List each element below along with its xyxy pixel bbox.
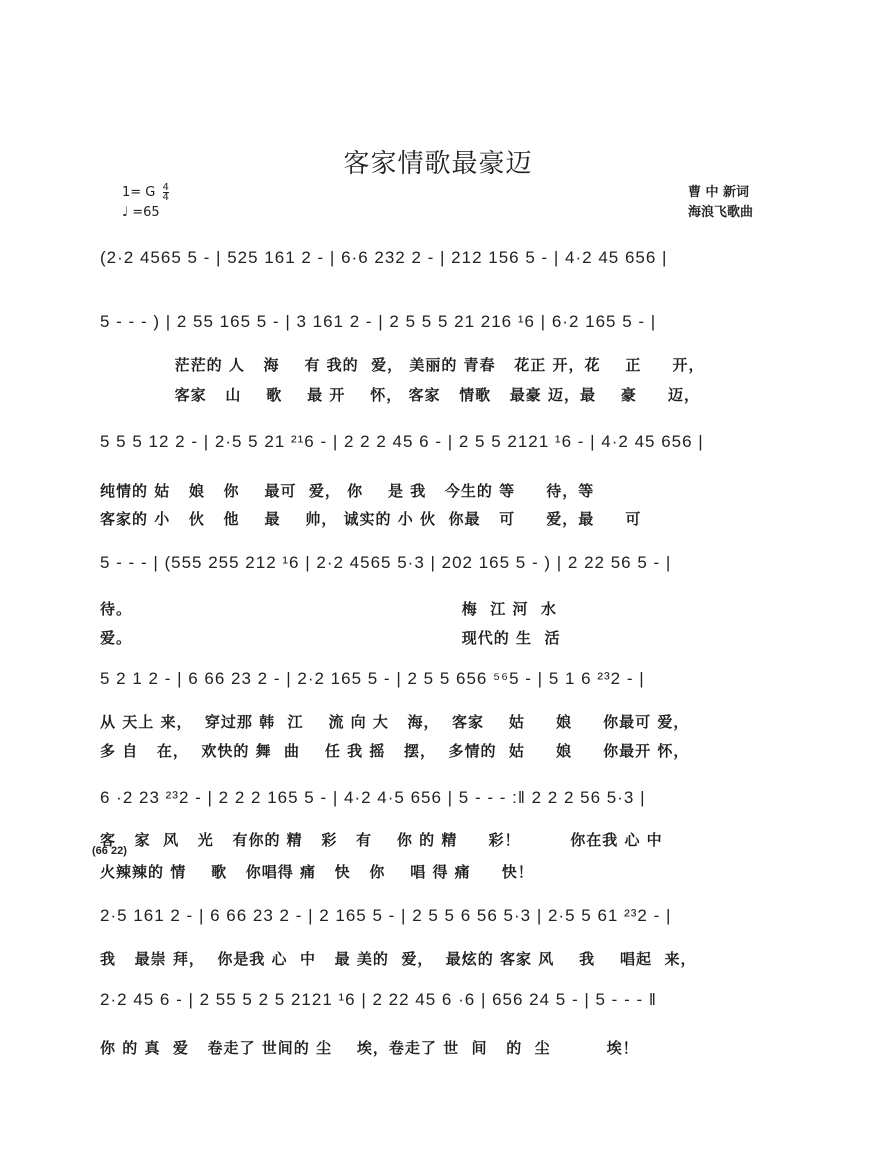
- credits-block: [688, 183, 753, 223]
- lyric-verse-2-line-2: 客家 山 歌 最 开 怀， 客家 情歌 最豪 迈，最 豪 迈，: [100, 386, 700, 404]
- lyric-verse-2-line-3: 客家的 小 伙 他 最 帅， 诚实的 小 伙 你最 可 爱，最 可: [100, 510, 642, 528]
- lyric-verse-2-line-5: 多 自 在， 欢快的 舞 曲 任 我 摇 摆， 多情的 姑 娘 你最开 怀，: [100, 742, 690, 760]
- lyricist-credit: 曹 中 新词: [688, 185, 750, 200]
- lyric-line-8: 你 的 真 爱 卷走了 世间的 尘 埃，卷走了 世 间 的 尘 埃！: [100, 1039, 639, 1057]
- key-signature: [122, 183, 169, 203]
- notation-system-8: 2·2 45 6 - | 2 55 5 2 5 2121 ¹6 | 2 22 45 6 ·6 | 656 24 5 - | 5 - - - ‖: [100, 990, 657, 1009]
- lyric-verse-2-line-4: 爱。 现代的 生 活: [100, 629, 561, 647]
- lyric-verse-1-line-2: 茫茫的 人 海 有 我的 爱， 美丽的 青春 花正 开，花 正 开，: [100, 356, 705, 374]
- key-label: 1= G: [122, 185, 156, 200]
- time-signature: $\frac{4}{4}$: [162, 182, 169, 203]
- notation-system-1: (2·2 4565 5 - | 525 161 2 - | 6·6 232 2 - | 212 156 5 - | 4·2 45 656 |: [100, 248, 668, 267]
- notation-system-6: 6 ·2 23 ²³2 - | 2 2 2 165 5 - | 4·2 4·5 656 | 5 - - - :‖ 2 2 2 56 5·3 |: [100, 788, 646, 807]
- lyric-verse-1-line-5: 从 天上 来， 穿过那 韩 江 流 向 大 海， 客家 姑 娘 你最可 爱，: [100, 713, 690, 731]
- notation-system-4: 5 - - - | (555 255 212 ¹6 | 2·2 4565 5·3 | 202 165 5 - ) | 2 22 56 5 - |: [100, 553, 672, 572]
- tempo-marking: ♩ =65: [122, 205, 160, 220]
- lyric-verse-1-line-4: 待。 梅 江 河 水: [100, 600, 557, 618]
- lyric-verse-1-line-6: 客 家 风 光 有你的 精 彩 有 你 的 精 彩！ 你在我 心 中: [100, 831, 663, 849]
- composer-credit: 海浪飞歌曲: [688, 205, 754, 220]
- lyric-verse-1-line-3: 纯情的 姑 娘 你 最可 爱， 你 是 我 今生的 等 待，等: [100, 482, 595, 500]
- lyric-line-7: 我 最崇 拜， 你是我 心 中 最 美的 爱， 最炫的 客家 风 我 唱起 来，: [100, 950, 697, 968]
- notation-system-3: 5 5 5 12 2 - | 2·5 5 21 ²¹6 - | 2 2 2 45 6 - | 2 5 5 2121 ¹6 - | 4·2 45 656 |: [100, 432, 704, 451]
- notation-system-2: 5 - - - ) | 2 55 165 5 - | 3 161 2 - | 2 5 5 5 21 216 ¹6 | 6·2 165 5 - |: [100, 312, 657, 331]
- lyric-verse-2-line-6: 火辣辣的 情 歌 你唱得 痛 快 你 唱 得 痛 快！: [100, 863, 534, 881]
- notation-system-5: 5 2 1 2 - | 6 66 23 2 - | 2·2 165 5 - | 2 5 5 656 ⁵⁶5 - | 5 1 6 ²³2 - |: [100, 669, 645, 688]
- key-tempo-block: [122, 183, 169, 223]
- variant-notes: (66 22): [92, 845, 127, 857]
- song-title: 客家情歌最豪迈: [343, 149, 533, 179]
- notation-system-7: 2·5 161 2 - | 6 66 23 2 - | 2 165 5 - | 2 5 5 6 56 5·3 | 2·5 5 61 ²³2 - |: [100, 906, 672, 925]
